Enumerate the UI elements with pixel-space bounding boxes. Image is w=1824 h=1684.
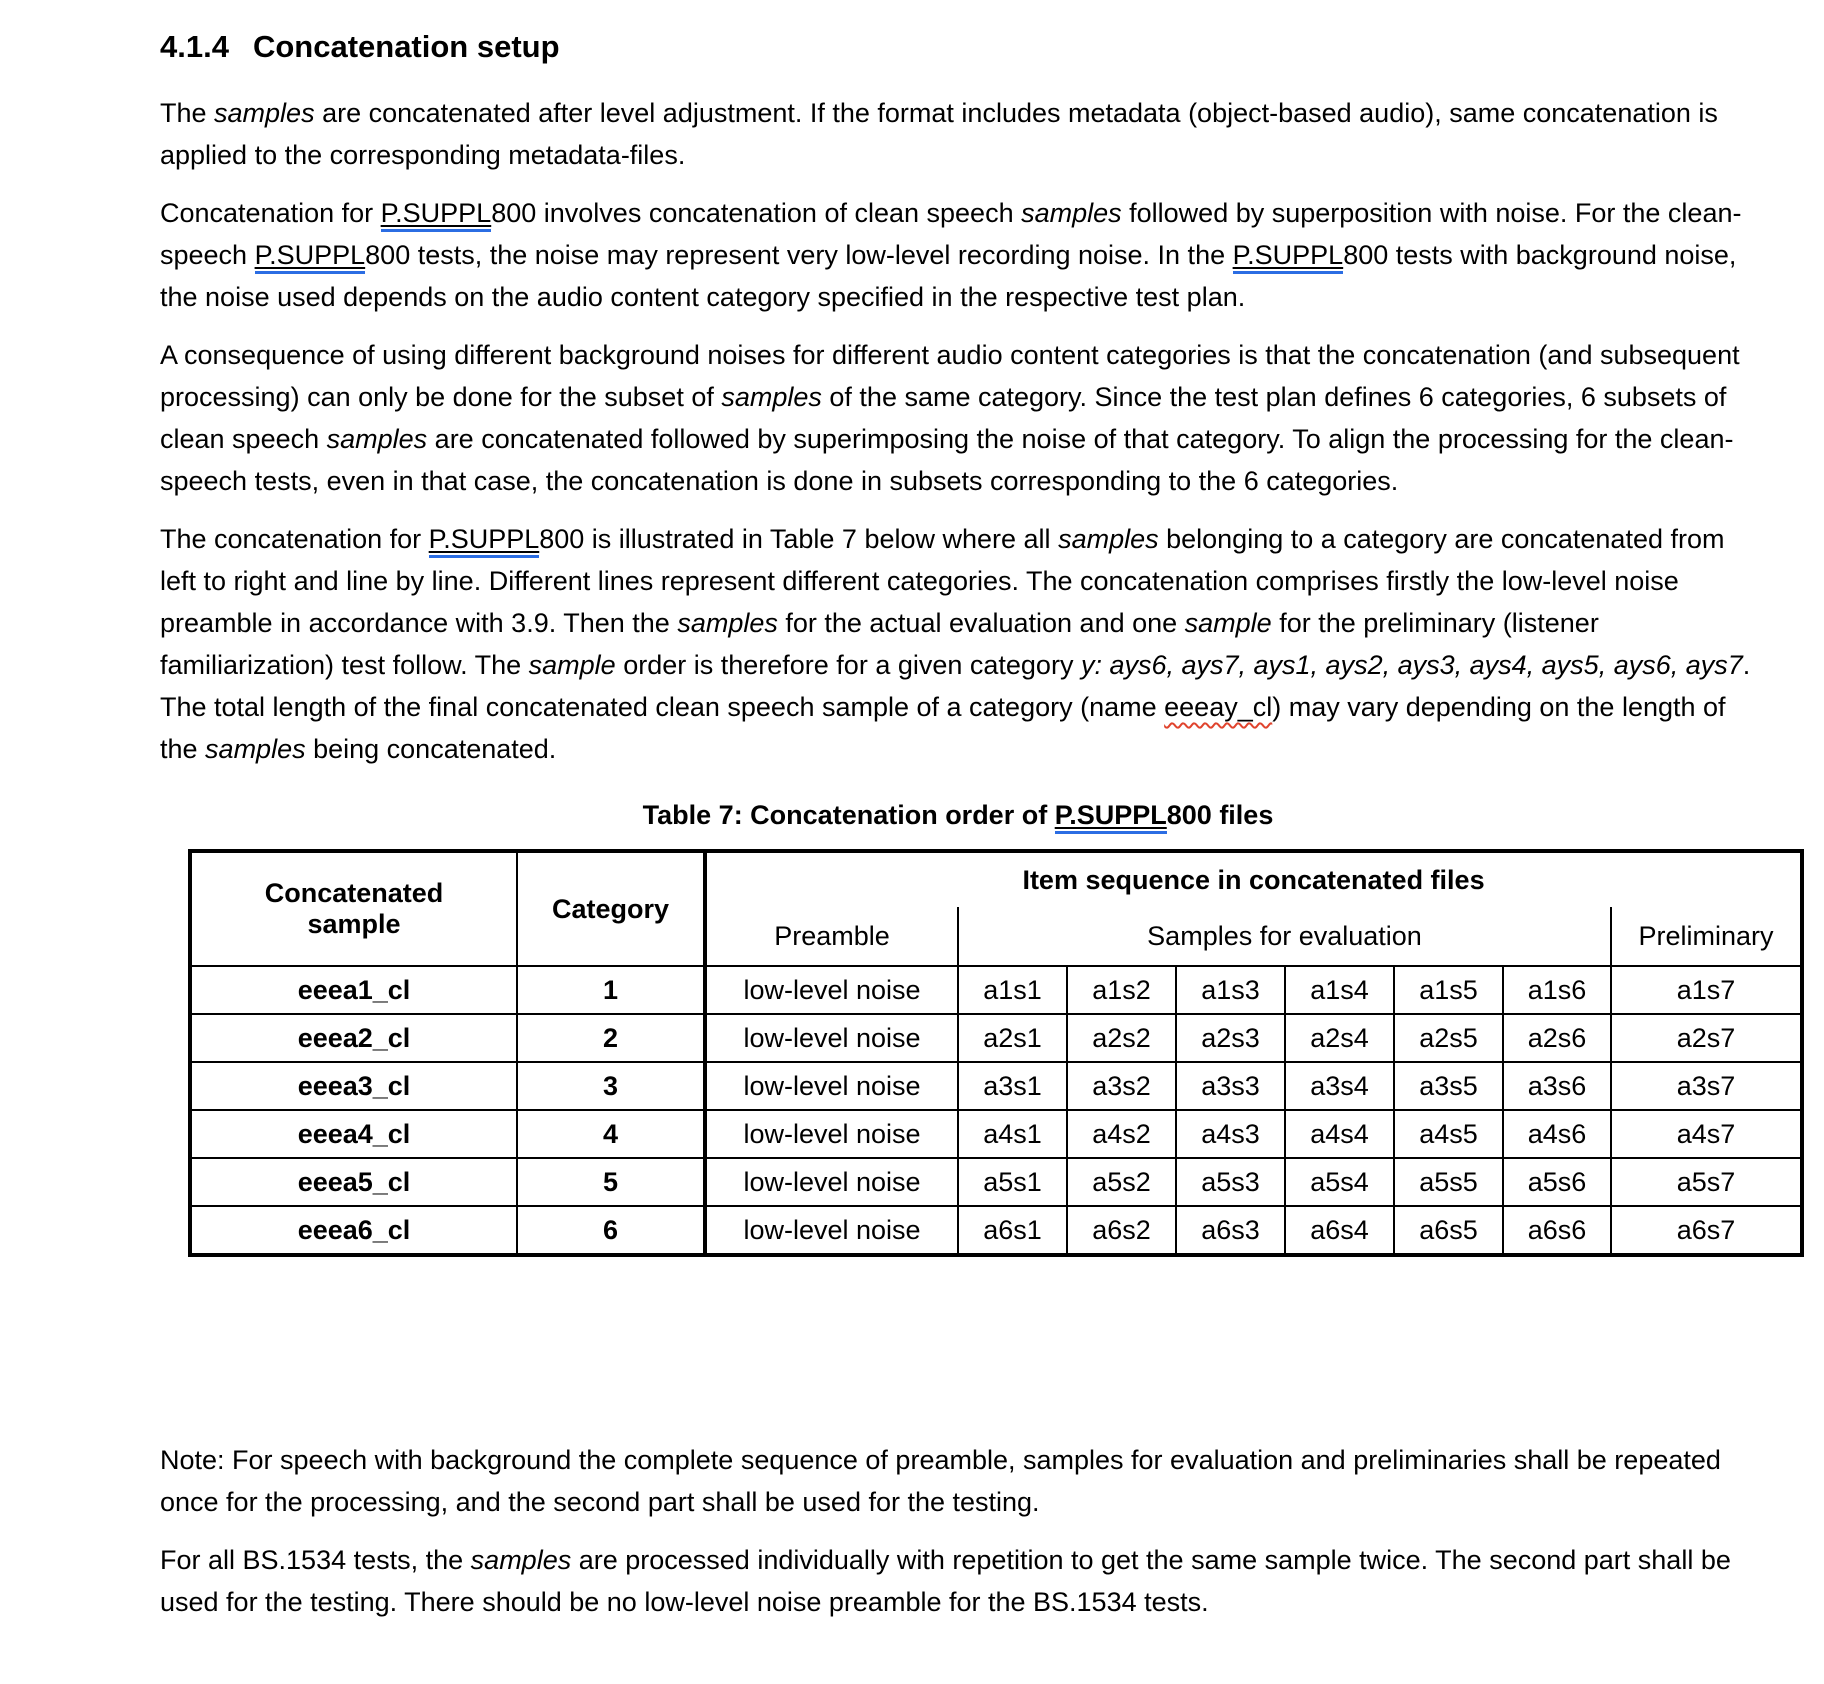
table-row [190, 1014, 1802, 1062]
cell-evaluation-sample: a3s2 [1067, 1062, 1176, 1110]
text-run: are concatenated followed by superimposing the noise of that category. To align the processing for the clean-speech tests, even in that case, the concatenation is done in subsets corresponding to the 6 categories. [160, 424, 1734, 496]
cell-preliminary: a3s7 [1611, 1062, 1802, 1110]
link-text[interactable]: P.SUPPL [429, 524, 540, 558]
cell-evaluation-sample: a1s4 [1285, 966, 1394, 1014]
link-text[interactable]: P.SUPPL [381, 198, 492, 232]
cell-evaluation-sample: a2s3 [1176, 1014, 1285, 1062]
cell-evaluation-sample: a5s3 [1176, 1158, 1285, 1206]
cell-evaluation-sample: a5s4 [1285, 1158, 1394, 1206]
cell-category: 6 [517, 1206, 705, 1255]
table-header-row-top [190, 851, 1802, 907]
cell-category: 3 [517, 1062, 705, 1110]
header-item-sequence: Item sequence in concatenated files [705, 851, 1802, 907]
cell-preliminary: a6s7 [1611, 1206, 1802, 1255]
text-run: y: ays6, ays7, ays1, ays2, ays3, ays4, ays5, ays6, ays7 [1080, 650, 1743, 680]
text-run: 800 tests with background noise, the noise used depends on the audio content category specified in the respective test plan. [160, 240, 1737, 312]
text-run: The concatenation for [160, 524, 429, 554]
cell-evaluation-sample: a5s6 [1503, 1158, 1611, 1206]
text-run: for the preliminary (listener familiarization) test follow. The [160, 608, 1599, 680]
cell-preliminary: a2s7 [1611, 1014, 1802, 1062]
paragraph-table7-description [160, 518, 1756, 770]
section-title: Concatenation setup [252, 29, 560, 64]
text-run: are concatenated after level adjustment. If the format includes metadata (object-based audio), same concatenation is applied to the corresponding metadata-files. [160, 98, 1718, 170]
cell-preamble: low-level noise [705, 1062, 958, 1110]
cell-evaluation-sample: a1s6 [1503, 966, 1611, 1014]
cell-evaluation-sample: a6s4 [1285, 1206, 1394, 1255]
cell-evaluation-sample: a6s6 [1503, 1206, 1611, 1255]
text-run: belonging to a category are concatenated from left to right and line by line. Different lines represent different categories. The concatenation comprises firstly the low-level noise preamble in accordance with 3.9. Then the [160, 524, 1725, 638]
cell-concatenated-sample: eeea1_cl [190, 966, 517, 1014]
cell-preliminary: a4s7 [1611, 1110, 1802, 1158]
cell-evaluation-sample: a1s1 [958, 966, 1067, 1014]
table-body [190, 966, 1802, 1255]
cell-evaluation-sample: a2s2 [1067, 1014, 1176, 1062]
paragraph-categories [160, 334, 1756, 502]
section-number: 4.1.4 [160, 29, 229, 64]
header-category: Category [517, 851, 705, 966]
link-text[interactable]: P.SUPPL [1233, 240, 1344, 274]
text-run: samples [1058, 524, 1159, 554]
cell-concatenated-sample: eeea5_cl [190, 1158, 517, 1206]
text-run: samples [205, 734, 306, 764]
text-run: Concatenation for [160, 198, 381, 228]
table-row [190, 1110, 1802, 1158]
cell-preamble: low-level noise [705, 1014, 958, 1062]
text-run: ) may vary depending on the length of the [160, 692, 1726, 764]
text-run: sample [1184, 608, 1272, 638]
text-run: 800 files [1166, 800, 1274, 830]
note-paragraph [160, 1439, 1756, 1523]
cell-evaluation-sample: a2s6 [1503, 1014, 1611, 1062]
link-text[interactable]: P.SUPPL [255, 240, 366, 274]
cell-evaluation-sample: a1s3 [1176, 966, 1285, 1014]
text-run: samples [1021, 198, 1122, 228]
header-samples-for-evaluation: Samples for evaluation [958, 907, 1611, 966]
cell-evaluation-sample: a2s1 [958, 1014, 1067, 1062]
cell-preamble: low-level noise [705, 1158, 958, 1206]
header-preliminary: Preliminary [1611, 907, 1802, 966]
cell-preliminary: a1s7 [1611, 966, 1802, 1014]
cell-category: 5 [517, 1158, 705, 1206]
cell-preliminary: a5s7 [1611, 1158, 1802, 1206]
text-run: being concatenated. [305, 734, 557, 764]
bs1534-paragraph [160, 1539, 1756, 1623]
section-heading [160, 26, 1758, 68]
concatenation-order-table [188, 849, 1804, 1257]
cell-evaluation-sample: a4s6 [1503, 1110, 1611, 1158]
table-row [190, 966, 1802, 1014]
cell-evaluation-sample: a2s4 [1285, 1014, 1394, 1062]
table-caption [160, 800, 1756, 831]
table-row [190, 1158, 1802, 1206]
text-run: order is therefore for a given category [615, 650, 1081, 680]
cell-preamble: low-level noise [705, 1206, 958, 1255]
text-run: samples [326, 424, 428, 454]
misspelled-text: eeeay_cl [1164, 692, 1273, 722]
cell-evaluation-sample: a4s5 [1394, 1110, 1503, 1158]
table-row [190, 1206, 1802, 1255]
cell-evaluation-sample: a1s2 [1067, 966, 1176, 1014]
cell-concatenated-sample: eeea3_cl [190, 1062, 517, 1110]
text-run: 800 tests, the noise may represent very low-level recording noise. In the [365, 240, 1233, 270]
text-run: . The total length of the final concatenated clean speech sample of a category (name [160, 650, 1751, 722]
cell-evaluation-sample: a5s1 [958, 1158, 1067, 1206]
text-run: sample [528, 650, 616, 680]
cell-concatenated-sample: eeea4_cl [190, 1110, 517, 1158]
text-run: samples [677, 608, 778, 638]
paragraph-concatenation-intro [160, 92, 1756, 176]
text-run: are processed individually with repetition to get the same sample twice. The second part shall be used for the testing. There should be no low-level noise preamble for the BS.1534 tests. [160, 1545, 1731, 1617]
text-run: For all BS.1534 tests, the [160, 1545, 471, 1575]
cell-evaluation-sample: a6s1 [958, 1206, 1067, 1255]
text-run: samples [721, 382, 822, 412]
text-run: 800 involves concatenation of clean speech [491, 198, 1022, 228]
text-run: Note: For speech with background the complete sequence of preamble, samples for evaluation and preliminaries shall be repeated once for the processing, and the second part shall be used for the testing. [160, 1445, 1721, 1517]
cell-evaluation-sample: a6s3 [1176, 1206, 1285, 1255]
cell-concatenated-sample: eeea2_cl [190, 1014, 517, 1062]
cell-category: 1 [517, 966, 705, 1014]
text-run: samples [214, 98, 315, 128]
text-run: followed by superposition with noise. For the clean-speech [160, 198, 1742, 270]
cell-evaluation-sample: a5s5 [1394, 1158, 1503, 1206]
cell-evaluation-sample: a6s2 [1067, 1206, 1176, 1255]
cell-evaluation-sample: a1s5 [1394, 966, 1503, 1014]
text-run: A consequence of using different background noises for different audio content categories is that the concatenation (and subsequent processing) can only be done for the subset of [160, 340, 1740, 412]
cell-evaluation-sample: a3s6 [1503, 1062, 1611, 1110]
cell-evaluation-sample: a3s5 [1394, 1062, 1503, 1110]
cell-category: 4 [517, 1110, 705, 1158]
cell-evaluation-sample: a4s4 [1285, 1110, 1394, 1158]
text-run: of the same category. Since the test plan defines 6 categories, 6 subsets of clean speech [160, 382, 1727, 454]
cell-evaluation-sample: a4s1 [958, 1110, 1067, 1158]
cell-evaluation-sample: a4s3 [1176, 1110, 1285, 1158]
cell-evaluation-sample: a3s3 [1176, 1062, 1285, 1110]
cell-evaluation-sample: a6s5 [1394, 1206, 1503, 1255]
cell-category: 2 [517, 1014, 705, 1062]
text-run: 800 is illustrated in Table 7 below where all [539, 524, 1059, 554]
text-run: The [160, 98, 215, 128]
cell-evaluation-sample: a4s2 [1067, 1110, 1176, 1158]
header-preamble: Preamble [705, 907, 958, 966]
table-row [190, 1062, 1802, 1110]
cell-evaluation-sample: a2s5 [1394, 1014, 1503, 1062]
cell-preamble: low-level noise [705, 966, 958, 1014]
header-concatenated-sample: Concatenated sample [190, 851, 517, 966]
link-text[interactable]: P.SUPPL [1055, 800, 1167, 834]
cell-concatenated-sample: eeea6_cl [190, 1206, 517, 1255]
cell-evaluation-sample: a5s2 [1067, 1158, 1176, 1206]
text-run: Table 7: Concatenation order of [642, 800, 1055, 830]
text-run: samples [470, 1545, 572, 1575]
paragraph-psuppl800-noise [160, 192, 1756, 318]
cell-evaluation-sample: a3s1 [958, 1062, 1067, 1110]
cell-preamble: low-level noise [705, 1110, 958, 1158]
text-run: for the actual evaluation and one [777, 608, 1185, 638]
cell-evaluation-sample: a3s4 [1285, 1062, 1394, 1110]
